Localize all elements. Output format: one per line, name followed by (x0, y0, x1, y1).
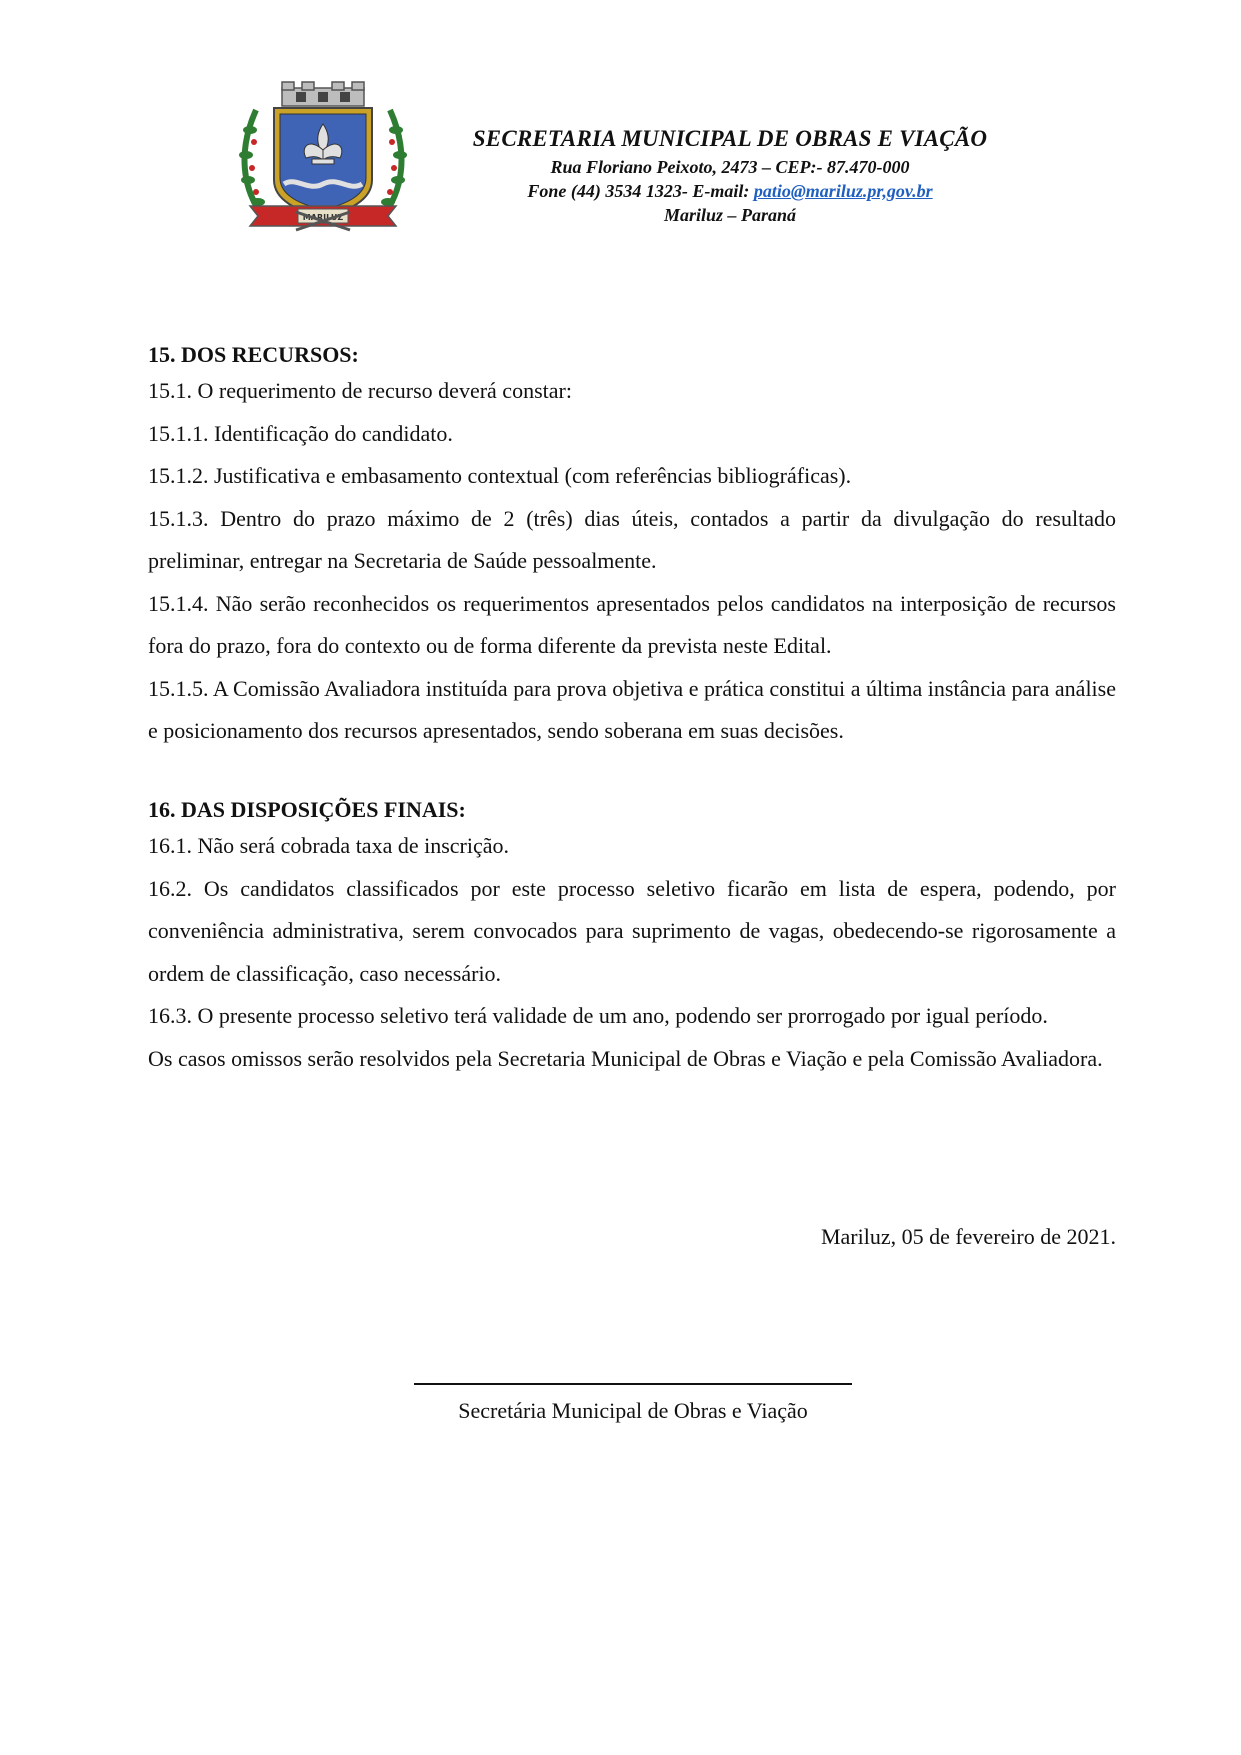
paragraph: 15.1.5. A Comissão Avaliadora instituída para prova objetiva e prática constitui a última instância para análise e posicionamento dos recursos apresentados, sendo soberana em suas decisões. (148, 675, 1116, 743)
document-date: Mariluz, 05 de fevereiro de 2021. (820, 1224, 1116, 1249)
crest-label: MARILUZ (302, 213, 344, 222)
paragraph: 15.1.4. Não serão reconhecidos os requerimentos apresentados pelos candidatos na interposição de recursos fora do prazo, fora do contexto ou de forma diferente da prevista neste Edital. (148, 590, 1116, 658)
section-heading: 15. DOS RECURSOS: (148, 342, 359, 367)
header-email-link[interactable]: patio@mariluz.pr,gov.br (753, 181, 933, 201)
header-address: Rua Floriano Peixoto, 2473 – CEP:- 87.470-000 (550, 157, 910, 177)
header-title: SECRETARIA MUNICIPAL DE OBRAS E VIAÇÃO (472, 126, 988, 151)
section-disposicoes-finais (148, 797, 1116, 1080)
paragraph: 15.1.3. Dentro do prazo máximo de 2 (três) dias úteis, contados a partir da divulgação do resultado preliminar, entregar na Secretaria de Saúde pessoalmente. (148, 505, 1116, 573)
paragraph: 16.1. Não será cobrada taxa de inscrição. (148, 833, 510, 858)
header-city: Mariluz – Paraná (663, 205, 797, 225)
paragraph: 16.3. O presente processo seletivo terá validade de um ano, podendo ser prorrogado por igual período. (148, 1003, 1048, 1028)
signature-line (414, 1383, 852, 1385)
section-heading: 16. DAS DISPOSIÇÕES FINAIS: (148, 797, 466, 822)
paragraph: 15.1.1. Identificação do candidato. (148, 420, 453, 446)
paragraph: 15.1. O requerimento de recurso deverá constar: (148, 378, 572, 403)
header-phone-line (410, 181, 1050, 202)
municipal-crest-icon (236, 80, 410, 236)
paragraph: 15.1.2. Justificativa e embasamento contextual (com referências bibliográficas). (148, 463, 852, 488)
section-recursos (148, 342, 1116, 753)
paragraph: 16.2. Os candidatos classificados por este processo seletivo ficarão em lista de espera, podendo, por conveniência administrativa, serem convocados para suprimento de vagas, obedecendo-se rigorosamente a ordem de classificação, caso necessário. (148, 875, 1116, 986)
signature-label: Secretária Municipal de Obras e Viação (458, 1398, 808, 1423)
paragraph: Os casos omissos serão resolvidos pela Secretaria Municipal de Obras e Viação e pela Comissão Avaliadora. (148, 1045, 1103, 1071)
header-phone: Fone (44) 3534 1323- E-mail: (527, 181, 754, 201)
